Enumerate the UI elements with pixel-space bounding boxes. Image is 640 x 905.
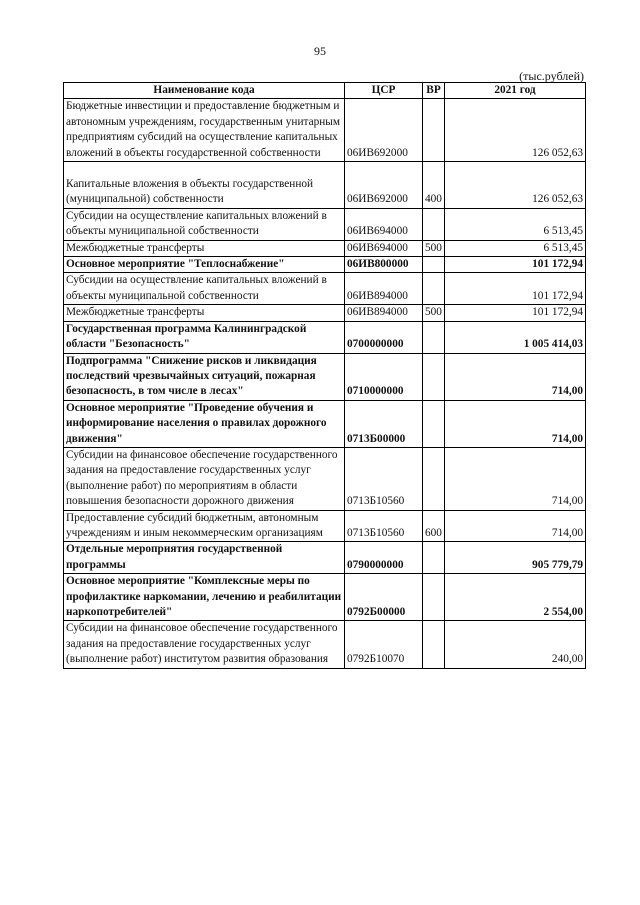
cell-sum: 126 052,63 bbox=[445, 99, 586, 162]
header-row bbox=[64, 83, 586, 99]
cell-vr: 400 bbox=[423, 162, 445, 209]
cell-sum: 714,00 bbox=[445, 353, 586, 400]
header-year: 2021 год bbox=[445, 83, 586, 99]
cell-name: Межбюджетные трансферты bbox=[64, 305, 345, 321]
table-row bbox=[64, 208, 586, 240]
cell-sum: 1 005 414,03 bbox=[445, 321, 586, 353]
header-csr: ЦСР bbox=[345, 83, 423, 99]
cell-name: Государственная программа Калининградской области "Безопасность" bbox=[64, 321, 345, 353]
cell-sum: 714,00 bbox=[445, 510, 586, 542]
units-label: (тыс.рублей) bbox=[519, 69, 584, 83]
table-row bbox=[64, 257, 586, 273]
table-row bbox=[64, 240, 586, 256]
cell-sum: 2 554,00 bbox=[445, 574, 586, 621]
cell-csr: 0792Б00000 bbox=[345, 574, 423, 621]
table-row bbox=[64, 510, 586, 542]
cell-vr bbox=[423, 621, 445, 668]
cell-sum: 905 779,79 bbox=[445, 542, 586, 574]
table-row bbox=[64, 542, 586, 574]
header-vr: ВР bbox=[423, 83, 445, 99]
cell-vr bbox=[423, 353, 445, 400]
cell-name: Бюджетные инвестиции и предоставление бюджетным и автономным учреждениям, государственным унитарным предприятиям субсидий на осуществление капитальных вложений в объекты государственной собственности bbox=[64, 99, 345, 162]
cell-name: Субсидии на осуществление капитальных вложений в объекты муниципальной собственности bbox=[64, 208, 345, 240]
cell-name: Субсидии на финансовое обеспечение государственного задания на предоставление государственных услуг (выполнение работ) институтом развития образования bbox=[64, 621, 345, 668]
cell-csr: 0710000000 bbox=[345, 353, 423, 400]
table-row bbox=[64, 621, 586, 668]
cell-vr bbox=[423, 257, 445, 273]
cell-name: Субсидии на осуществление капитальных вложений в объекты муниципальной собственности bbox=[64, 273, 345, 305]
cell-vr bbox=[423, 400, 445, 447]
cell-csr: 06ИВ894000 bbox=[345, 273, 423, 305]
cell-csr: 0790000000 bbox=[345, 542, 423, 574]
cell-sum: 101 172,94 bbox=[445, 305, 586, 321]
cell-vr: 600 bbox=[423, 510, 445, 542]
cell-name: Капитальные вложения в объекты государственной (муниципальной) собственности bbox=[64, 162, 345, 209]
cell-vr: 500 bbox=[423, 305, 445, 321]
cell-vr bbox=[423, 574, 445, 621]
cell-name: Субсидии на финансовое обеспечение государственного задания на предоставление государственных услуг (выполнение работ) по мероприятиям в области повышения безопасности дорожного движения bbox=[64, 447, 345, 510]
cell-vr bbox=[423, 99, 445, 162]
page-number: 95 bbox=[314, 44, 326, 58]
cell-csr: 0713Б10560 bbox=[345, 447, 423, 510]
cell-sum: 6 513,45 bbox=[445, 240, 586, 256]
cell-sum: 240,00 bbox=[445, 621, 586, 668]
cell-sum: 101 172,94 bbox=[445, 257, 586, 273]
cell-csr: 0713Б00000 bbox=[345, 400, 423, 447]
cell-sum: 6 513,45 bbox=[445, 208, 586, 240]
cell-csr: 06ИВ894000 bbox=[345, 305, 423, 321]
cell-csr: 06ИВ800000 bbox=[345, 257, 423, 273]
cell-vr bbox=[423, 447, 445, 510]
table-row bbox=[64, 305, 586, 321]
cell-vr bbox=[423, 321, 445, 353]
cell-sum: 714,00 bbox=[445, 447, 586, 510]
cell-csr: 06ИВ694000 bbox=[345, 208, 423, 240]
header-name: Наименование кода bbox=[64, 83, 345, 99]
cell-name: Основное мероприятие "Теплоснабжение" bbox=[64, 257, 345, 273]
cell-name: Основное мероприятие "Проведение обучения и информирование населения о правилах дорожного движения" bbox=[64, 400, 345, 447]
cell-name: Предоставление субсидий бюджетным, автономным учреждениям и иным некоммерческим организациям bbox=[64, 510, 345, 542]
cell-name: Отдельные мероприятия государственной программы bbox=[64, 542, 345, 574]
cell-name: Подпрограмма "Снижение рисков и ликвидация последствий чрезвычайных ситуаций, пожарная безопасность, в том числе в лесах" bbox=[64, 353, 345, 400]
table-row bbox=[64, 447, 586, 510]
cell-vr bbox=[423, 273, 445, 305]
cell-csr: 0700000000 bbox=[345, 321, 423, 353]
table-row bbox=[64, 99, 586, 162]
table-row bbox=[64, 574, 586, 621]
cell-csr: 0713Б10560 bbox=[345, 510, 423, 542]
cell-csr: 06ИВ692000 bbox=[345, 99, 423, 162]
table-row bbox=[64, 400, 586, 447]
table-row bbox=[64, 273, 586, 305]
budget-table bbox=[63, 82, 586, 669]
table-row bbox=[64, 162, 586, 209]
cell-sum: 101 172,94 bbox=[445, 273, 586, 305]
cell-sum: 714,00 bbox=[445, 400, 586, 447]
cell-vr bbox=[423, 208, 445, 240]
cell-sum: 126 052,63 bbox=[445, 162, 586, 209]
cell-vr bbox=[423, 542, 445, 574]
cell-name: Межбюджетные трансферты bbox=[64, 240, 345, 256]
cell-csr: 06ИВ692000 bbox=[345, 162, 423, 209]
cell-csr: 06ИВ694000 bbox=[345, 240, 423, 256]
table-row bbox=[64, 353, 586, 400]
cell-csr: 0792Б10070 bbox=[345, 621, 423, 668]
table-row bbox=[64, 321, 586, 353]
cell-vr: 500 bbox=[423, 240, 445, 256]
cell-name: Основное мероприятие "Комплексные меры по профилактике наркомании, лечению и реабилитации наркопотребителей" bbox=[64, 574, 345, 621]
